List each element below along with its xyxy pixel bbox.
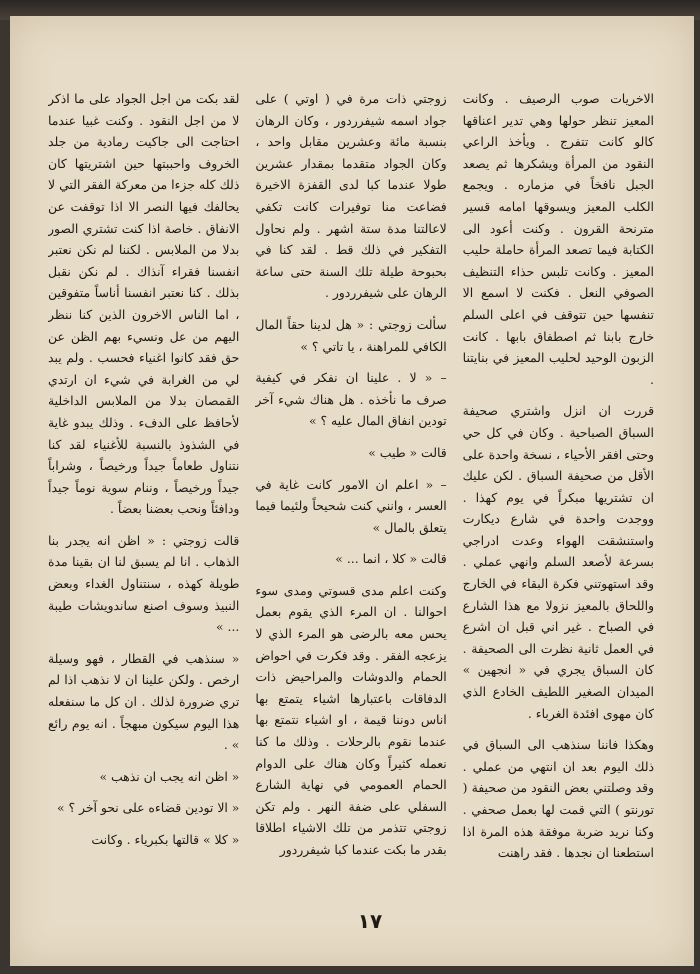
paragraph: سألت زوجتي : « هل لدينا حقاً المال الكافي للمراهنة ، يا تاتي ؟ » — [255, 316, 447, 354]
paragraph: قالت زوجتي : « اظن انه يجدر بنا الذهاب . انا لم يسبق لنا ان بقينا مدة طويلة كهذه ، سنتناول الغداء وبعض النبيذ وسوف اصنع ساندويشات طيبة ... » — [48, 532, 240, 635]
paragraph: – « اعلم ان الامور كانت غاية في العسر ، وانني كنت شحيحاً ولئيما فيما يتعلق بالمال » — [255, 476, 447, 535]
paragraph: قالت « كلا ، انما ... » — [335, 551, 447, 567]
paragraph: الاخريات صوب الرصيف . وكانت المعيز تنظر حولها وهي تدير اعناقها كالو كانت تتفرج . ويأخذ الراعي النقود من المرأة ويشكرها ثم يصعد الجبل نافخاً في مزماره . ويجمع الكلب المعيز ويسوقها امامه قسير مترنحة القرون . وكنت أعود الى الكتابة فيما تصعد المرأة حاملة حليب المعيز . وكانت تلبس حذاء التنظيف الصوفي النعل . فكنت لا اسمع الا تنفسها حين تتوقف في اعلى السلم خارج بابنا ثم اصطفاق بابها . كانت الزبون الوحيد لحليب المعيز في بنايتنا . — [462, 91, 654, 387]
paragraph: « كلا » قالتها بكبرياء . وكانت — [91, 832, 240, 847]
paragraph: قالت « طيب » — [368, 444, 447, 460]
text-columns — [48, 88, 654, 930]
paragraph: وكنت اعلم مدى قسوتي ومدى سوء احوالنا . ان المرء الذي يقوم بعمل يحس معه بالرضى هو المرء الذي لا يزعجه الفقر . وقد فكرت في احواض الحمام والدوشات والمراحيض ذات الدفاقات باعتبارها اشياء يتمتع بها اناس دوننا قيمة ، او اشياء نتمتع بها عندما نقوم بالرحلات . وذلك ما كنا نعمله كثيراً وكان هناك على الدوام الحمام العمومي في نهاية الشارع السفلي على ضفة النهر . ولم تكن زوجتي تتذمر من تلك الاشياء اطلاقا بقدر ما بكت عندما كبا شيفرردور — [255, 582, 447, 857]
paragraph: زوجتي ذات مرة في ( اوتي ) على جواد اسمه شيفرردور ، وكان الرهان بنسبة مائة وعشرين مقابل واحد ، وكان الجواد متقدما بمقدار عشرين طولا عندما كبا لدى القفزة الاخيرة فضاعت منا توفيرات كانت تكفي لاعالتنا مدة ستة اشهر . ولم نحاول التفكير في ذلك قط . لقد كنا في بحبوحة طيلة تلك السنة حتى ساعة الرهان على شيفرردور . — [255, 91, 447, 301]
paragraph: « الا تودين قضاءه على نحو آخر ؟ » — [56, 800, 240, 816]
column-left — [48, 88, 239, 930]
paragraph: « اظن انه يجب ان نذهب » — [99, 768, 240, 784]
column-right — [463, 88, 654, 930]
column-middle — [255, 88, 446, 930]
paragraph: لقد بكت من اجل الجواد على ما اذكر لا من اجل النقود . وكنت غبيا عندما احتاجت الى جاكيت رمادية من جلد الخروف واحببتها حين اشتريتها كان ذلك كله جزءا من معركة الفقر التي لا يحالفك فيها النصر الا اذا توقفت عن الانفاق . خاصة اذا كنت تشتري الصور بدلا من الملابس . لكننا لم نكن نعتبر انفسنا فقراء آنذاك . لم نكن نقبل بذلك . كنا نعتبر انفسنا أناساً متفوقين ، اما الناس الاخرون الذين كنا ننظر اليهم من عل ونسيء بهم الظن عن حق فقد كانوا اغنياء فحسب . ولم يبد لي من الغرابة في شيء ان ارتدي القمصان بدلا من الملابس الداخلية لأحافظ على الدفء . وذلك يبدو غاية في الشذوذ بالنسبة للأغنياء لقد كنا نتناول طعاماً جيداً ورخيصاً ، وشراباً جيداً ورخيصاً ، وننام سوية نوماً جيداً ودافئاً ونحب بعضنا بعضاً . — [48, 91, 240, 517]
page-number: ١٧ — [357, 909, 383, 933]
book-page — [10, 16, 694, 966]
paragraph: وهكذا فاننا سنذهب الى السباق في ذلك اليوم بعد ان انتهي من عملي . وقد وصلتني بعض النقود من صحيفة ( تورنتو ) التي قمت لها بعمل صحفي . وكنا نريد ضربة موفقة هذه المرة اذا استطعنا ان نجدها . فقد راهنت — [462, 737, 654, 861]
paragraph: – « لا . علينا ان نفكر في كيفية صرف ما نأخذه . هل هناك شيء آخر تودين انفاق المال عليه ؟ » — [255, 370, 447, 429]
paragraph: قررت ان انزل واشتري صحيفة السباق الصباحية . وكان في كل حي وحتى افقر الأحياء ، نسخة واحدة على الأقل من صحيفة السباق . لكن عليك ان تشتريها مبكراً في يوم كهذا . ووجدت واحدة في شارع ديكارت واستنشقت الهواء وعدت ادراجي بسرعة لأصعد السلم وانهي عملي . وقد استهوتني فكرة البقاء في الخارج واللحاق بالمعيز نزولا مع هذا الشارع في الصباح . غير اني قبل ان اشرع في العمل ثانية نظرت الى الصحيفة . كان السباق يجري في « انجهين » الميدان الصغير اللطيف الخادع الذي كان مهوى افئدة الغرباء . — [462, 403, 654, 721]
paragraph: « سنذهب في القطار ، فهو وسيلة ارخص . ولكن علينا ان لا نذهب اذا لم تري ضرورة لذلك . ان كل ما سنفعله هذا اليوم سيكون مبهجاً . انه يوم رائع » . — [48, 650, 240, 753]
